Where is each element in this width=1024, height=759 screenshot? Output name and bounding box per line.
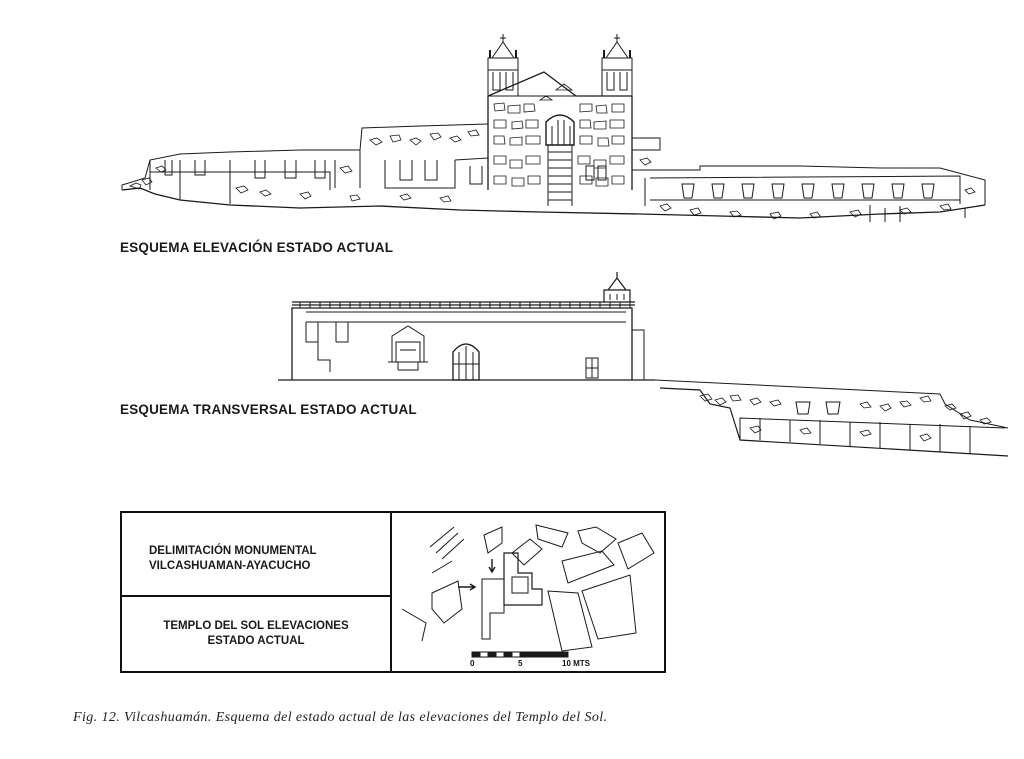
location-map-drawing	[392, 513, 664, 671]
transversal-section-drawing	[278, 272, 1008, 456]
elevation-heading: ESQUEMA ELEVACIÓN ESTADO ACTUAL	[120, 240, 394, 255]
title-block	[120, 511, 666, 673]
scale-tick-10: 10 MTS	[562, 659, 591, 668]
title-line-delimitacion: DELIMITACIÓN MONUMENTAL	[149, 545, 317, 557]
location-map	[392, 513, 664, 671]
title-line-state: ESTADO ACTUAL	[207, 635, 305, 647]
title-block-subject	[122, 619, 390, 649]
transversal-heading: ESQUEMA TRANSVERSAL ESTADO ACTUAL	[120, 402, 417, 417]
elevation-drawing	[122, 34, 985, 222]
title-line-subject: TEMPLO DEL SOL ELEVACIONES	[163, 620, 349, 632]
title-block-text-panel	[122, 513, 392, 671]
title-block-location	[149, 544, 317, 574]
title-block-divider	[122, 595, 390, 597]
scale-tick-0: 0	[470, 659, 475, 668]
scale-bar	[472, 652, 568, 657]
figure-caption: Fig. 12. Vilcashuamán. Esquema del estado actual de las elevaciones del Templo del Sol.	[73, 710, 608, 725]
title-line-location: VILCASHUAMAN-AYACUCHO	[149, 560, 311, 572]
scale-tick-5: 5	[518, 659, 523, 668]
